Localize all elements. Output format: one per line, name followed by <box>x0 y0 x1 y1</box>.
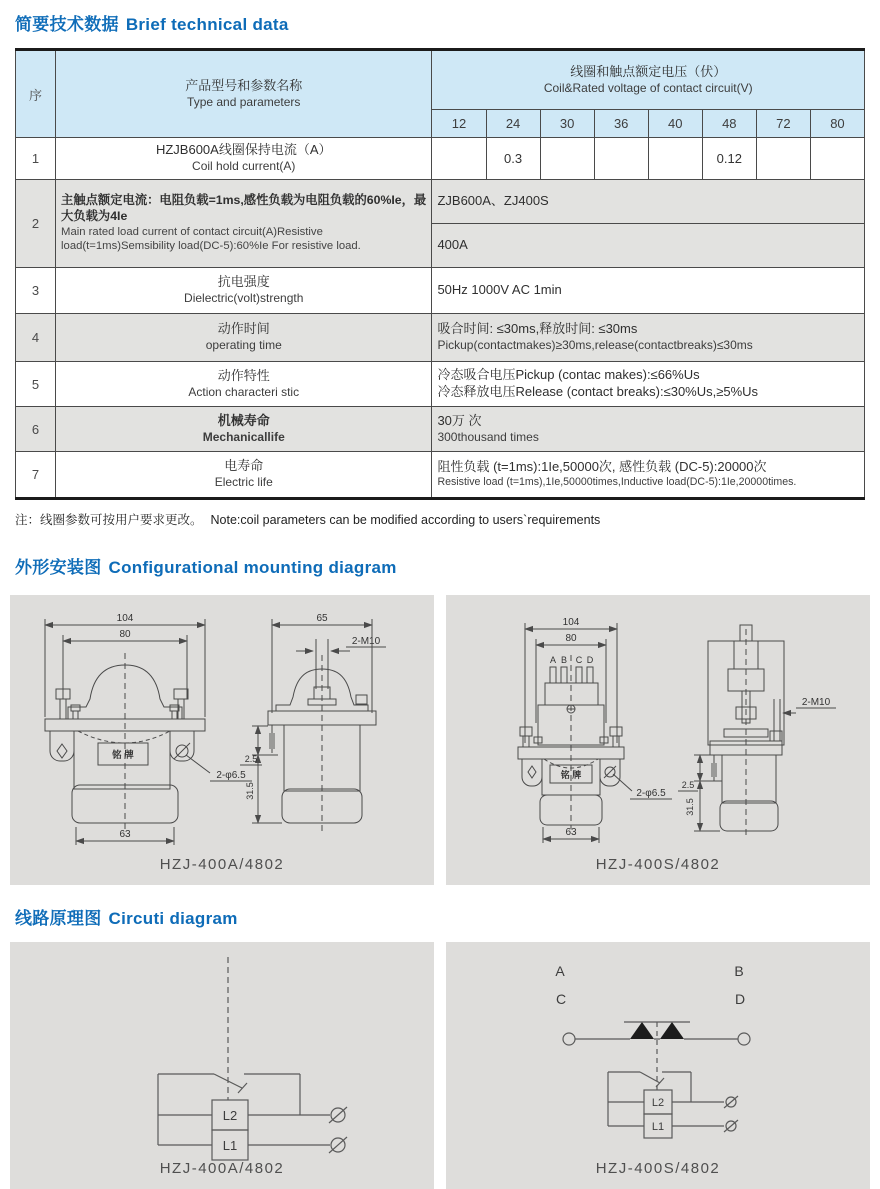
table-row <box>16 138 865 180</box>
dimension-labels <box>550 617 831 838</box>
voltage-col-30: 30 <box>540 110 594 138</box>
row1-val-36 <box>594 138 648 180</box>
row7-desc-cn: 电寿命 <box>224 458 264 474</box>
mounting-caption-hzj400a: HZJ-400A/4802 <box>159 856 285 873</box>
row1-val-24: 0.3 <box>486 138 540 180</box>
voltage-col-40: 40 <box>648 110 702 138</box>
terminal-c-label: C <box>555 991 567 1007</box>
terminal-a-label: A <box>549 655 557 665</box>
row6-desc-en: Mechanicallife <box>202 429 285 444</box>
dim-80-label: 80 <box>565 633 577 644</box>
terminal-d-label: D <box>586 655 594 665</box>
section-title-circuit <box>15 904 865 929</box>
row4-value-line2: Pickup(contactmakes)≥30ms,release(contactbreaks)≤30ms <box>437 338 753 353</box>
mounting-caption-hzj400s: HZJ-400S/4802 <box>595 856 721 873</box>
table-row <box>16 407 865 452</box>
terminal-a-label: A <box>555 963 565 979</box>
nameplate-label: 铭 牌 <box>560 770 582 780</box>
dim-104-label: 104 <box>116 613 134 624</box>
row5-no: 5 <box>16 362 56 407</box>
row1-val-80 <box>810 138 864 180</box>
circuit-panel-hzj400s <box>446 942 870 1189</box>
row4-desc <box>56 314 432 362</box>
row6-desc-cn: 机械寿命 <box>217 412 270 428</box>
voltage-col-36: 36 <box>594 110 648 138</box>
row3-desc <box>56 268 432 314</box>
header-voltage-en: Coil&Rated voltage of contact circuit(V) <box>543 80 753 95</box>
mounting-panel-hzj400a <box>10 595 434 885</box>
row1-desc-en: Coil hold current(A) <box>192 159 296 174</box>
row2-desc <box>56 180 432 268</box>
row5-value-line1: 冷态吸合电压Pickup (contac makes):≤66%Us <box>437 367 700 383</box>
row5-value <box>432 362 865 407</box>
row7-desc-en: Electric life <box>214 475 273 490</box>
row6-value-line1: 30万 次 <box>437 412 482 428</box>
dim-31-5-label: 31.5 <box>685 798 695 816</box>
terminal-d-label: D <box>734 991 746 1007</box>
coil-labels <box>652 1097 664 1133</box>
row7-desc <box>56 452 432 499</box>
coil-l2-label: L2 <box>651 1097 665 1109</box>
table-row <box>16 268 865 314</box>
mounting-drawing-hzj400a <box>10 595 434 853</box>
nameplate-label: 铭 牌 <box>112 750 134 761</box>
row1-val-12 <box>432 138 486 180</box>
header-voltage-cn: 线圈和触点额定电压（伏） <box>570 63 727 79</box>
dim-104-label: 104 <box>562 617 580 628</box>
dimension-labels <box>111 613 380 840</box>
dim-63-label: 63 <box>119 829 131 840</box>
row7-value-line2: Resistive load (t=1ms),1Ie,50000times,Inductive load(DC-5):1Ie,20000times. <box>437 476 797 489</box>
hole-callout-label: 2-φ6.5 <box>216 770 246 781</box>
header-type-cn: 产品型号和参数名称 <box>185 77 303 93</box>
row5-desc-cn: 动作特性 <box>217 367 270 383</box>
terminal-b-label: B <box>734 963 744 979</box>
section-title-circuit-en: Circuti diagram <box>108 909 238 928</box>
table-row <box>16 314 865 362</box>
thread-callout-label: 2-M10 <box>801 697 831 708</box>
dim-80-label: 80 <box>119 629 131 640</box>
row4-value <box>432 314 865 362</box>
row4-no: 4 <box>16 314 56 362</box>
row2-value-top <box>432 180 865 224</box>
row1-desc <box>56 138 432 180</box>
row2-value-bottom <box>432 224 865 268</box>
row1-val-48: 0.12 <box>702 138 756 180</box>
table-note <box>15 510 865 528</box>
side-view <box>678 625 836 837</box>
voltage-col-80: 80 <box>810 110 864 138</box>
voltage-col-48: 48 <box>702 110 756 138</box>
row4-value-line1: 吸合时间: ≤30ms,释放时间: ≤30ms <box>437 321 638 337</box>
section-title-mounting-cn: 外形安装图 <box>15 558 102 577</box>
section-title-mounting-en: Configurational mounting diagram <box>108 558 397 577</box>
row2-desc-en: Main rated load current of contact circuit(A)Resistive load(t=1ms)Semsibility load(DC-5):60%Ie For resistive load. <box>61 225 361 253</box>
front-view <box>518 623 672 843</box>
row7-value <box>432 452 865 499</box>
circuit-caption-hzj400s: HZJ-400S/4802 <box>595 1160 721 1177</box>
section-title-brief <box>15 10 865 35</box>
row3-no: 3 <box>16 268 56 314</box>
hole-callout-label: 2-φ6.5 <box>636 788 666 799</box>
row6-no: 6 <box>16 407 56 452</box>
voltage-col-72: 72 <box>756 110 810 138</box>
row6-value-line2: 300thousand times <box>437 429 539 444</box>
row3-value-text: 50Hz 1000V AC 1min <box>437 282 562 298</box>
row4-desc-cn: 动作时间 <box>217 321 270 337</box>
thread-callout-label: 2-M10 <box>351 636 381 647</box>
header-seq: 序 <box>16 50 56 138</box>
coil-l1-label: L1 <box>651 1121 665 1133</box>
dim-2-5-label: 2.5 <box>244 754 258 764</box>
table-row <box>16 180 865 224</box>
dim-65-label: 65 <box>316 613 328 624</box>
table-note-en: Note:coil parameters can be modified according to users`requirements <box>210 513 601 527</box>
row2-desc-cn: 主触点额定电流：电阻负载=1ms,感性负载为电阻负载的60%Ie，最大负载为4Ie <box>61 192 427 223</box>
terminal-b-label: B <box>560 655 568 665</box>
front-view <box>45 619 252 845</box>
row1-val-72 <box>756 138 810 180</box>
row1-val-40 <box>648 138 702 180</box>
dim-63-label: 63 <box>565 827 577 838</box>
row1-no: 1 <box>16 138 56 180</box>
row1-val-30 <box>540 138 594 180</box>
row2-no: 2 <box>16 180 56 268</box>
mounting-diagrams <box>10 595 870 885</box>
terminal-c-label: C <box>575 655 583 665</box>
section-title-circuit-cn: 线路原理图 <box>15 909 102 928</box>
row1-desc-cn: HZJB600A线圈保持电流（A） <box>155 142 332 158</box>
circuit-drawing-hzj400s <box>446 942 870 1162</box>
row7-value-line1: 阻性负载 (t=1ms):1Ie,50000次, 感性负载 (DC-5):20000次 <box>437 459 767 475</box>
row5-desc <box>56 362 432 407</box>
row2-value-bottom-text: 400A <box>437 237 468 253</box>
voltage-col-24: 24 <box>486 110 540 138</box>
section-title-brief-cn: 简要技术数据 <box>15 15 119 34</box>
mounting-drawing-hzj400s <box>446 595 870 853</box>
header-type-en: Type and parameters <box>187 94 301 109</box>
table-note-cn: 注：线圈参数可按用户要求更改。 <box>15 513 203 527</box>
row7-no: 7 <box>16 452 56 499</box>
row5-desc-en: Action characteri stic <box>188 384 300 399</box>
row3-value <box>432 268 865 314</box>
circuit-drawing-hzj400a <box>10 942 434 1162</box>
row4-desc-en: operating time <box>205 338 282 353</box>
circuit-diagrams <box>10 942 870 1189</box>
row3-desc-en: Dielectric(volt)strength <box>184 291 304 306</box>
section-title-brief-en: Brief technical data <box>125 15 289 34</box>
terminal-labels <box>555 963 745 1007</box>
circuit-caption-hzj400a: HZJ-400A/4802 <box>159 1160 285 1177</box>
mounting-panel-hzj400s <box>446 595 870 885</box>
row6-desc <box>56 407 432 452</box>
row3-desc-cn: 抗电强度 <box>217 274 270 290</box>
circuit-panel-hzj400a <box>10 942 434 1189</box>
table-row <box>16 452 865 499</box>
section-title-mounting <box>15 553 865 578</box>
dim-2-5-label: 2.5 <box>681 780 695 790</box>
header-voltage <box>432 50 865 110</box>
row5-value-line2: 冷态释放电压Release (contact breaks):≤30%Us,≥5%Us <box>437 384 759 399</box>
side-view <box>240 619 386 831</box>
voltage-col-12: 12 <box>432 110 486 138</box>
coil-l1-label: L1 <box>222 1138 238 1153</box>
dim-31-5-label: 31.5 <box>245 782 255 800</box>
row6-value <box>432 407 865 452</box>
coil-l2-label: L2 <box>222 1108 238 1123</box>
row2-value-top-text: ZJB600A、ZJ400S <box>437 193 549 209</box>
header-type <box>56 50 432 138</box>
table-row <box>16 362 865 407</box>
spec-table <box>15 48 865 500</box>
